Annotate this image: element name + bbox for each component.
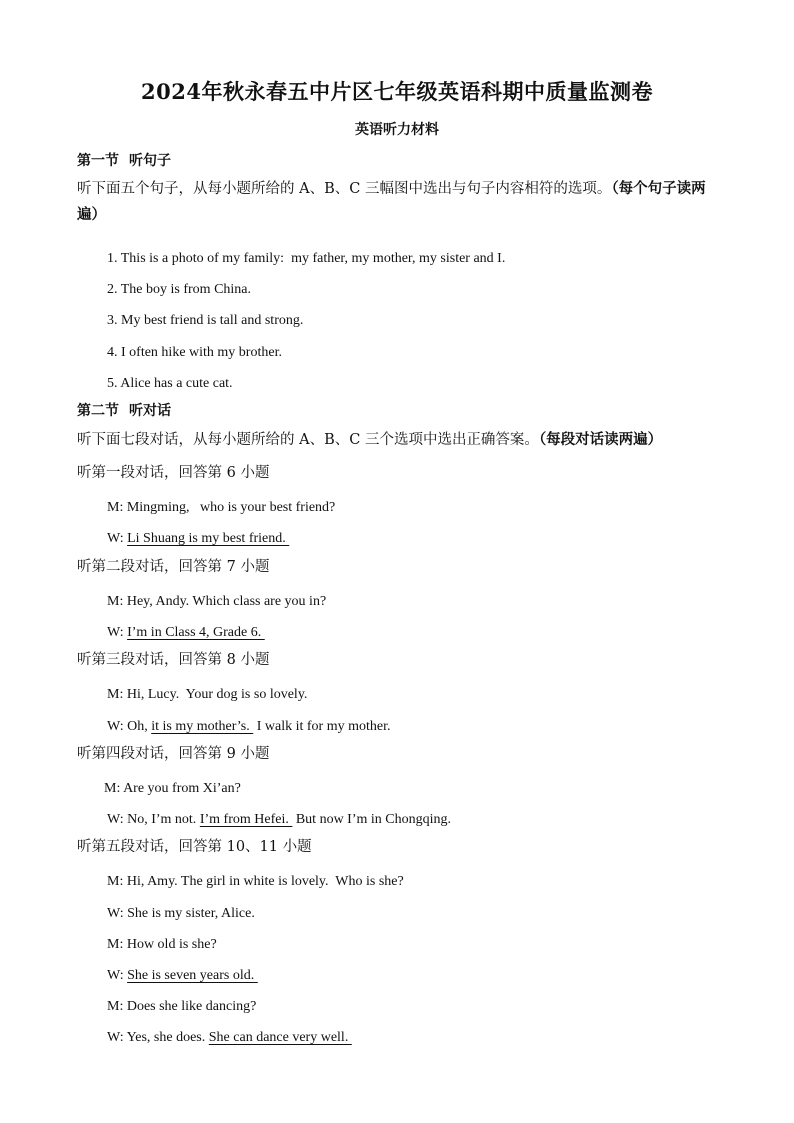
dialogue-5-line-2: W: She is my sister, Alice. <box>107 906 255 921</box>
answer-underline: I’m in Class 4, Grade 6. <box>127 625 265 640</box>
section-2-instruction: 听下面七段对话，从每小题所给的 A、B、C 三个选项中选出正确答案。（每段对话读两遍） <box>77 431 663 448</box>
sentence-4: 4. I often hike with my brother. <box>107 345 282 360</box>
dialogue-5-line-5: M: Does she like dancing? <box>107 999 257 1014</box>
sentence-5: 5. Alice has a cute cat. <box>107 376 233 391</box>
section-1-number: 第一节 <box>77 153 119 169</box>
dialogue-2-line-1: M: Hey, Andy. Which class are you in? <box>107 594 327 609</box>
dialogue-5-line-4: W: She is seven years old. <box>107 968 258 983</box>
section-1-name: 听句子 <box>129 153 171 169</box>
answer-underline: She can dance very well. <box>208 1030 352 1045</box>
dialogue-5-line-6: W: Yes, she does. She can dance very well. <box>107 1030 352 1045</box>
dialogue-1-line-1: M: Mingming, who is your best friend? <box>107 500 336 515</box>
dialogue-5-line-1: M: Hi, Amy. The girl in white is lovely. Who is she? <box>107 874 404 889</box>
answer-underline: it is my mother’s. <box>151 719 254 734</box>
page-subtitle: 英语听力材料 <box>355 122 439 138</box>
page-title: 2024年秋永春五中片区七年级英语科期中质量监测卷 <box>141 79 653 104</box>
sentence-1: 1. This is a photo of my family: my father, my mother, my sister and I. <box>107 251 506 266</box>
answer-underline: She is seven years old. <box>127 968 258 983</box>
answer-underline: Li Shuang is my best friend. <box>127 531 290 546</box>
dialogue-3-line-2: W: Oh, it is my mother’s. I walk it for my mother. <box>107 719 391 734</box>
section-1-heading <box>77 150 171 170</box>
dialogue-4-line-2: W: No, I’m not. I’m from Hefei. But now I’m in Chongqing. <box>107 812 452 827</box>
section-1-instruction: 听下面五个句子，从每小题所给的 A、B、C 三幅图中选出与句子内容相符的选项。（每个句子读两遍） <box>77 180 706 223</box>
dialogue-1-line-2: W: Li Shuang is my best friend. <box>107 531 290 546</box>
answer-underline: I’m from Hefei. <box>199 812 293 827</box>
section-2-heading <box>77 400 171 420</box>
dialogue-5-heading: 听第五段对话，回答第 10、11 小题 <box>77 839 312 855</box>
section-2-name: 听对话 <box>129 403 171 419</box>
section-2-number: 第二节 <box>77 403 119 419</box>
dialogue-1-heading: 听第一段对话，回答第 6 小题 <box>77 465 270 481</box>
dialogue-4-line-1: M: Are you from Xi’an? <box>104 781 241 796</box>
dialogue-3-heading: 听第三段对话，回答第 8 小题 <box>77 652 270 668</box>
dialogue-4-heading: 听第四段对话，回答第 9 小题 <box>77 746 270 762</box>
sentence-3: 3. My best friend is tall and strong. <box>107 313 304 328</box>
dialogue-2-heading: 听第二段对话，回答第 7 小题 <box>77 559 270 575</box>
dialogue-5-line-3: M: How old is she? <box>107 937 217 952</box>
sentence-2: 2. The boy is from China. <box>107 282 252 297</box>
dialogue-3-line-1: M: Hi, Lucy. Your dog is so lovely. <box>107 687 308 702</box>
dialogue-2-line-2: W: I’m in Class 4, Grade 6. <box>107 625 265 640</box>
